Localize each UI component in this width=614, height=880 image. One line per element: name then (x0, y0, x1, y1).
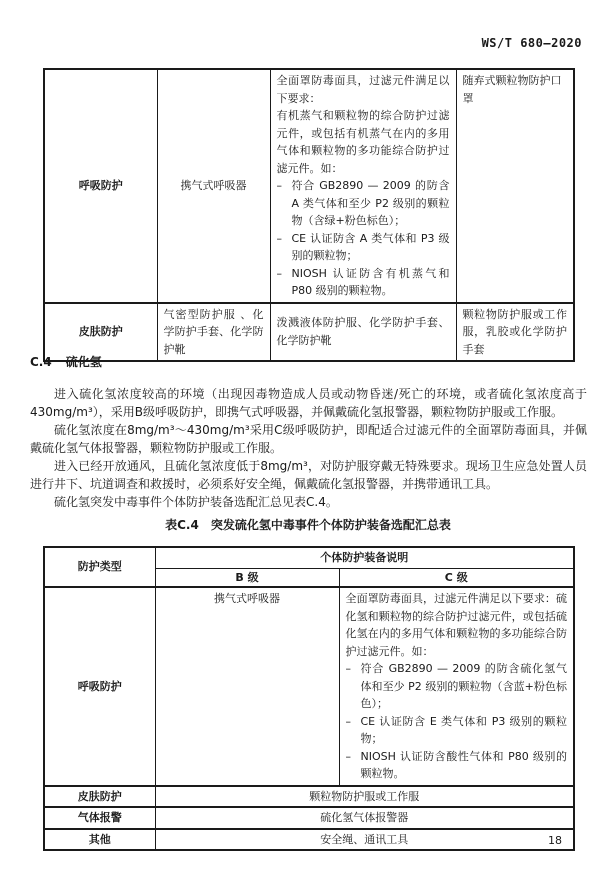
table2-row-label-respiratory: 呼吸防护 (44, 587, 155, 786)
table2-header-grade-c: C 级 (339, 568, 574, 587)
table2-c-intro: 全面罩防毒面具，过滤元件满足以下要求：硫化氢和颗粒物的综合防护过滤元件，或包括硫化氢在内的多用气体和颗粒物的多功能综合防护过滤元件。如： (345, 592, 567, 658)
page-number: 18 (548, 834, 562, 847)
paragraph: 硫化氢突发中毒事件个体防护装备选配汇总见表C.4。 (54, 495, 338, 509)
dash-bullet-icon: – (276, 266, 282, 280)
table2-row-label-other: 其他 (44, 829, 155, 851)
table2-row-label-skin: 皮肤防护 (44, 786, 155, 808)
table1-cell-d-skin: 颗粒物防护服或工作服，乳胶或化学防护手套 (456, 303, 574, 362)
section-number: C.4 (30, 355, 52, 369)
dash-bullet-icon: – (345, 749, 351, 763)
section-title: 硫化氢 (65, 355, 102, 369)
table1-c-line2: 有机蒸气和颗粒物的综合防护过滤元件，或包括有机蒸气在内的多用气体和颗粒物的多功能综合防护过滤元件。如： (276, 109, 450, 175)
bullet-text: 符合 GB2890 — 2009 的防含 A 类气体和至少 P2 级别的颗粒物（含绿+粉色标色）； (291, 179, 450, 227)
paragraph: 进入硫化氢浓度较高的环境（出现因毒物造成人员或动物昏迷/死亡的环境，或者硫化氢浓度高于430mg/m³），采用B级呼吸防护，即携气式呼吸器，并佩戴硫化氢报警器，颗粒物防护服或工作服。 (30, 387, 587, 419)
table2-cell-c-filter-requirements (339, 587, 574, 786)
table1-cell-b-respirator: 携气式呼吸器 (157, 69, 270, 303)
list-item (277, 230, 450, 265)
paragraph: 硫化氢浓度在8mg/m³～430mg/m³采用C级呼吸防护，即配适合过滤元件的全面罩防毒面具，并佩戴硫化氢气体报警器，颗粒物防护服或工作服。 (30, 423, 587, 455)
list-item (277, 177, 450, 230)
table2-header-protection-type: 防护类型 (44, 547, 155, 587)
table-h2s-ppe-summary (43, 546, 575, 851)
table-caption-number: 表C.4 (165, 518, 199, 532)
list-item (346, 713, 568, 748)
list-item (277, 265, 450, 300)
list-item (346, 660, 568, 713)
table2-cell-other-value: 安全绳、通讯工具 (155, 829, 574, 851)
bullet-text: CE 认证防含 E 类气体和 P3 级别的颗粒物； (360, 714, 567, 745)
table-caption (43, 516, 573, 533)
table2-c-bullet-list (346, 660, 568, 783)
table1-cell-b-skin: 气密型防护服 、化学防护手套、化学防护靴 (157, 303, 270, 362)
dash-bullet-icon: – (276, 231, 282, 245)
table1-row-label-respiratory: 呼吸防护 (44, 69, 157, 303)
table2-cell-b-respirator: 携气式呼吸器 (155, 587, 339, 786)
bullet-text: 符合 GB2890 — 2009 的防含硫化氢气体和至少 P2 级别的颗粒物（含蓝+粉色标色）； (360, 662, 567, 710)
table2-cell-gas-alarm-value: 硫化氢气体报警器 (155, 807, 574, 829)
table1-c-line1: 全面罩防毒面具，过滤元件满足以下要求： (276, 74, 450, 105)
dash-bullet-icon: – (345, 662, 351, 675)
table2-header-grade-b: B 级 (155, 568, 339, 587)
table1-row-label-skin: 皮肤防护 (44, 303, 157, 362)
bullet-text: NIOSH 认证防含有机蒸气和 P80 级别的颗粒物。 (291, 266, 450, 297)
table1-c-bullet-list (277, 177, 450, 300)
table1-cell-c-skin: 泼溅液体防护服、化学防护手套、化学防护靴 (270, 303, 456, 362)
table2-header-equipment-desc: 个体防护装备说明 (155, 547, 574, 568)
bullet-text: CE 认证防含 A 类气体和 P3 级别的颗粒物； (291, 231, 450, 262)
bullet-text: NIOSH 认证防含酸性气体和 P80 级别的颗粒物。 (360, 749, 567, 780)
table2-row-label-gas-alarm: 气体报警 (44, 807, 155, 829)
paragraph: 进入已经开放通风，且硫化氢浓度低于8mg/m³，对防护服穿戴无特殊要求。现场卫生应急处置人员进行井下、坑道调查和救援时，必须系好安全绳，佩戴硫化氢报警器，并携带通讯工具。 (30, 459, 587, 491)
dash-bullet-icon: – (345, 714, 351, 728)
table1-cell-c-filter-requirements (270, 69, 456, 303)
section-heading (30, 353, 102, 370)
table-caption-title: 突发硫化氢中毒事件个体防护装备选配汇总表 (210, 518, 451, 532)
doc-number: WS/T 680—2020 (481, 36, 582, 50)
table-protective-equipment-continued (43, 68, 575, 362)
list-item (346, 748, 568, 783)
table1-cell-d-disposable-mask: 随弃式颗粒物防护口罩 (456, 69, 574, 303)
table2-cell-skin-value: 颗粒物防护服或工作服 (155, 786, 574, 808)
section-body (30, 385, 587, 511)
dash-bullet-icon: – (276, 179, 282, 192)
